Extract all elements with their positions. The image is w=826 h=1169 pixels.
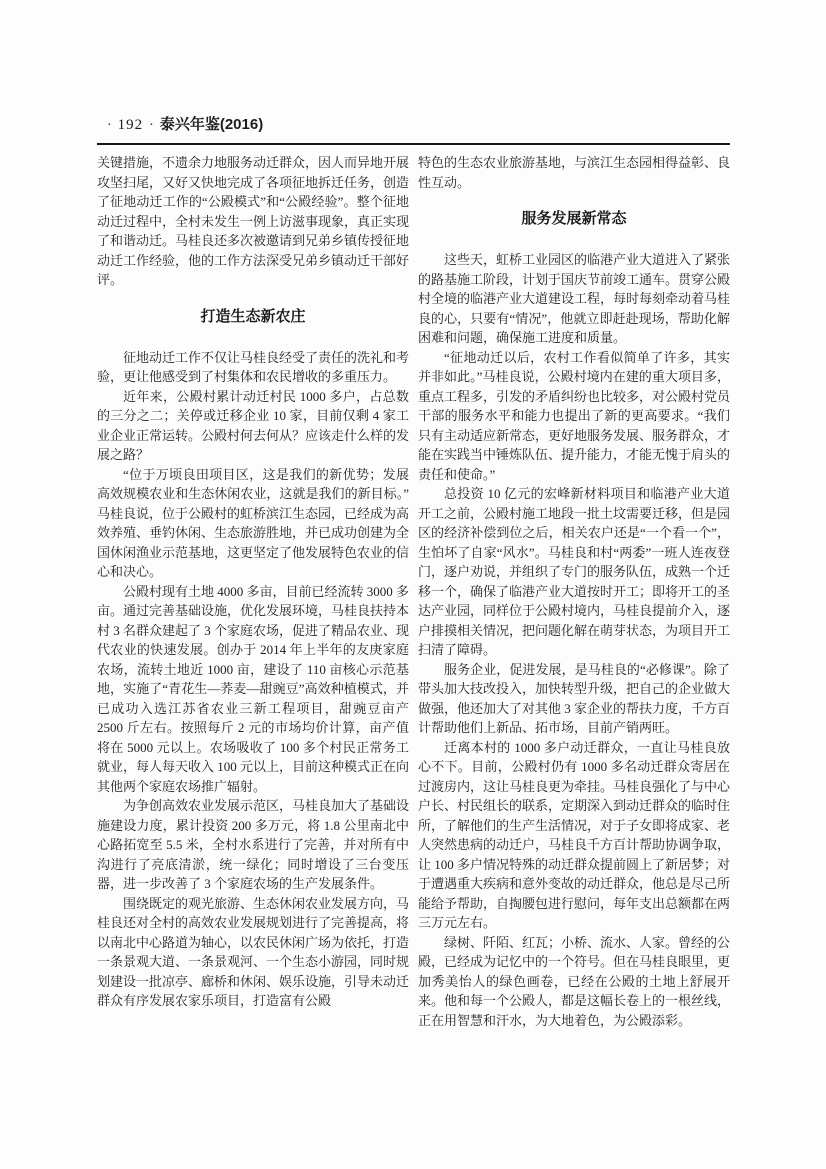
right-column — [418, 153, 730, 1030]
running-header — [97, 113, 730, 145]
page-content — [97, 113, 730, 1030]
paragraph: 围绕既定的观光旅游、生态休闲农业发展方向，马桂良还对全村的高效农业发展规划进行了完善提高，将以南北中心路道为轴心，以农民休闲广场为依托，打造一条景观大道、一条景观河、一个生态小游园，同时规划建设一批凉亭、廊桥和休闲、娱乐设施，引导未动迁群众有序发展农家乐项目，打造富有公殿 — [97, 895, 410, 1008]
paragraph: 公殿村现有土地 4000 多亩，目前已经流转 3000 多亩。通过完善基础设施，优化发展环境，马桂良扶持本村 3 名群众建起了 3 个家庭农场，促进了精品农业、现代农业的快速发展。创办于 2014 年上半年的友庚家庭农场，流转土地近 1000 亩，建设了 110 亩核心示范基地，实施了“青花生—荞麦—甜豌豆”高效种植模式，并已成功入选江苏省农业三新工程项目，甜豌豆亩产 2500 斤左右。按照每斤 2 元的市场均价计算，亩产值将在 5000 元以上。农场吸收了 100 多个村民正常务工就业，每人每天收入 100 元以上，目前这种模式正在向其他两个家庭农场推广辐射。 — [97, 583, 410, 794]
section-heading: 打造生态新农庄 — [200, 307, 306, 325]
paragraph: 为争创高效农业发展示范区，马桂良加大了基础设施建设力度，累计投资 200 多万元，将 1.8 公里南北中心路拓宽至 5.5 米，全村水系进行了完善，并对所有中沟进行了亮底清淤，统一绿化；同时增设了三台变压器，进一步改善了 3 个家庭农场的生产发展条件。 — [97, 798, 410, 891]
section-heading: 服务发展新常态 — [521, 210, 627, 227]
page-number: 192 — [117, 117, 144, 133]
header-separator-dot: · — [149, 118, 154, 133]
paragraph: 总投资 10 亿元的宏峰新材料项目和临港产业大道开工之前，公殿村施工地段一批土坟需要迁移，但是园区的经济补偿到位之后，相关农户还是“一个看一个”，生怕坏了自家“风水”。马桂良和村“两委”一班人连夜登门，逐户劝说，并组织了专门的服务队伍，成熟一个迁移一个，确保了临港产业大道按时开工；即将开工的圣达产业园，同样位于公殿村境内，马桂良提前介入，逐户排摸相关情况，把问题化解在萌芽状态，为项目开工扫清了障碍。 — [418, 486, 731, 657]
paragraph: 绿树、阡陌、红瓦；小桥、流水、人家。曾经的公殿，已经成为记忆中的一个符号。但在马桂良眼里，更加秀美怡人的绿色画卷，已经在公殿的土地上舒展开来。他和每一个公殿人，都是这幅长卷上的一根丝线，正在用智慧和汗水，为大地着色，为公殿添彩。 — [418, 934, 731, 1028]
paragraph: 特色的生态农业旅游基地，与滨江生态园相得益彰、良性互动。 — [418, 155, 731, 190]
paragraph: 这些天，虹桥工业园区的临港产业大道进入了紧张的路基施工阶段，计划于国庆节前竣工通车。贯穿公殿村全境的临港产业大道建设工程，每时每刻牵动着马桂良的心，只要有“情况”，他就立即赶赴现场，帮助化解困难和问题，确保施工进度和质量。 — [418, 252, 731, 345]
two-column-body — [97, 153, 730, 1030]
paragraph: 服务企业，促进发展，是马桂良的“必修课”。除了带头加大技改投入，加快转型升级，把自己的企业做大做强，他还加大了对其他 3 家企业的帮扶力度，千方百计帮助他们上新品、拓市场，目前产销两旺。 — [418, 661, 731, 735]
book-title: 泰兴年鉴(2016) — [159, 116, 264, 133]
paragraph: 关键措施，不遗余力地服务动迁群众，因人而异地开展攻坚扫尾，又好又快地完成了各项征地拆迁任务，创造了征地动迁工作的“公殿模式”和“公殿经验”。整个征地动迁过程中，全村未发生一例上访滋事现象，真正实现了和谐动迁。马桂良还多次被邀请到兄弟乡镇传授征地动迁工作经验，他的工作方法深受兄弟乡镇动迁干部好评。 — [97, 155, 410, 287]
paragraph: 征地动迁工作不仅让马桂良经受了责任的洗礼和考验，更让他感受到了村集体和农民增收的多重压力。 — [97, 349, 410, 384]
paragraph: “位于万顷良田项目区，这是我们的新优势；发展高效规模农业和生态休闲农业，这就是我们的新目标。”马桂良说，位于公殿村的虹桥滨江生态园，已经成为高效养殖、垂钓休闲、生态旅游胜地，并已成功创建为全国休闲渔业示范基地，这更坚定了他发展特色农业的信心和决心。 — [97, 466, 410, 579]
left-column — [97, 153, 409, 1030]
header-separator-dot: · — [107, 118, 112, 133]
paragraph: 近年来，公殿村累计动迁村民 1000 多户，占总数的三分之二；关停或迁移企业 10 家，目前仅剩 4 家工业企业正常运转。公殿村何去何从？应该走什么样的发展之路？ — [97, 388, 410, 462]
paragraph: 迁离本村的 1000 多户动迁群众，一直让马桂良放心不下。目前，公殿村仍有 1000 多名动迁群众寄居在过渡房内，这让马桂良更为牵挂。马桂良强化了与中心户长、村民组长的联系，定期深入到动迁群众的临时住所，了解他们的生产生活情况，对于子女即将成家、老人突然患病的动迁户，马桂良千方百计帮助协调争取，让 100 多户情况特殊的动迁群众提前圆上了新居梦；对于遭遇重大疾病和意外变故的动迁群众，他总是尽己所能给予帮助，自掏腰包进行慰问，每年支出总额都在两三万元左右。 — [418, 739, 731, 930]
paragraph: “征地动迁以后，农村工作看似简单了许多，其实并非如此。”马桂良说，公殿村境内在建的重大项目多，重点工程多，引发的矛盾纠纷也比较多，对公殿村党员干部的服务水平和能力也提出了新的更高要求。“我们只有主动适应新常态，更好地服务发展、服务群众，才能在实践当中锤炼队伍、提升能力，才能无愧于肩头的责任和使命。” — [418, 349, 731, 482]
